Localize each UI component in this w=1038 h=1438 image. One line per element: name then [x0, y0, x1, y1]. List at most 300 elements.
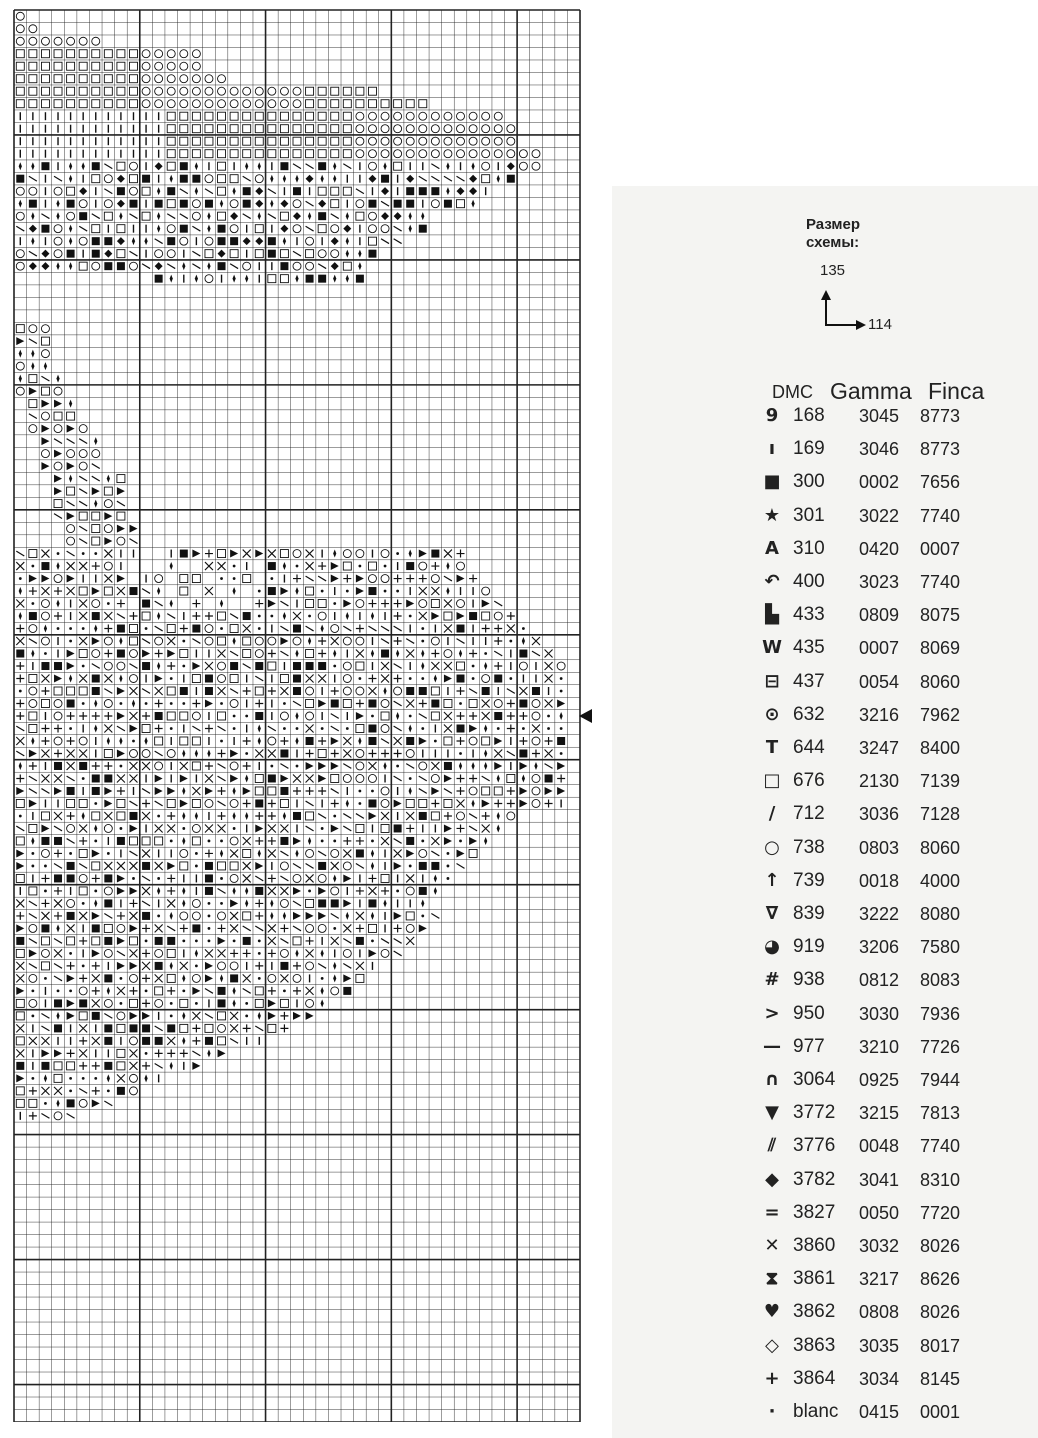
stitch-symbol	[268, 125, 276, 133]
stitch-symbol	[54, 439, 62, 444]
stitch-symbol	[31, 212, 34, 220]
stitch-symbol	[107, 987, 110, 995]
key-gamma: 0050	[859, 1202, 900, 1223]
stitch-symbol	[79, 489, 87, 494]
stitch-symbol	[41, 637, 49, 645]
stitch-symbol	[29, 749, 37, 757]
stitch-symbol	[280, 999, 288, 1007]
stitch-symbol	[534, 762, 537, 770]
key-gamma: 0812	[859, 970, 900, 991]
stitch-symbol	[31, 237, 34, 245]
stitch-symbol	[295, 175, 298, 183]
stitch-symbol	[192, 762, 200, 770]
stitch-symbol	[394, 112, 402, 120]
stitch-symbol	[104, 1037, 112, 1045]
stitch-symbol	[383, 687, 386, 695]
stitch-symbol	[79, 526, 87, 531]
key-symbol-icon: ⫽	[767, 1135, 777, 1157]
key-finca: 7944	[920, 1070, 961, 1090]
stitch-symbol	[218, 949, 226, 957]
stitch-symbol	[180, 712, 188, 720]
key-dmc: 301	[793, 504, 825, 526]
stitch-symbol	[494, 137, 502, 145]
stitch-symbol	[54, 939, 62, 944]
stitch-symbol	[167, 824, 175, 832]
key-dmc: 632	[793, 703, 825, 725]
stitch-symbol	[129, 539, 137, 544]
stitch-symbol	[41, 437, 49, 445]
stitch-symbol	[431, 787, 439, 795]
stitch-symbol	[41, 75, 49, 83]
stitch-symbol	[29, 87, 37, 95]
stitch-symbol	[16, 962, 24, 970]
stitch-symbol	[54, 949, 62, 957]
stitch-symbol	[406, 575, 414, 583]
stitch-symbol	[104, 550, 112, 558]
stitch-symbol	[243, 112, 251, 120]
stitch-symbol	[104, 712, 112, 720]
stitch-symbol	[16, 1049, 24, 1057]
stitch-symbol	[129, 1074, 137, 1082]
key-gamma: 0054	[859, 671, 900, 692]
stitch-symbol	[255, 225, 263, 233]
stitch-symbol	[195, 1002, 198, 1005]
stitch-symbol	[218, 75, 226, 83]
stitch-symbol	[356, 189, 364, 194]
stitch-symbol	[343, 100, 351, 108]
stitch-symbol	[409, 212, 412, 220]
stitch-symbol	[92, 974, 100, 982]
key-dmc: 676	[793, 770, 825, 792]
size-width-value: 114	[868, 316, 892, 333]
stitch-symbol	[356, 962, 364, 970]
stitch-symbol	[180, 737, 188, 745]
stitch-symbol	[419, 100, 427, 108]
stitch-symbol	[268, 837, 276, 845]
stitch-symbol	[19, 375, 22, 383]
stitch-symbol	[104, 1024, 112, 1032]
stitch-symbol	[104, 537, 112, 545]
stitch-symbol	[205, 724, 213, 732]
stitch-symbol	[293, 212, 301, 220]
stitch-symbol	[457, 824, 465, 832]
stitch-symbol	[230, 799, 238, 807]
stitch-symbol	[431, 575, 439, 583]
stitch-symbol	[431, 612, 439, 620]
stitch-symbol	[383, 162, 386, 170]
stitch-symbol	[293, 637, 301, 645]
stitch-symbol	[318, 125, 326, 133]
stitch-symbol	[44, 625, 47, 633]
stitch-symbol	[431, 187, 439, 195]
stitch-symbol	[255, 799, 263, 807]
stitch-symbol	[321, 999, 324, 1007]
stitch-symbol	[394, 701, 402, 706]
stitch-symbol	[306, 164, 314, 169]
stitch-symbol	[180, 162, 188, 170]
stitch-symbol	[293, 100, 301, 108]
stitch-symbol	[444, 150, 452, 158]
stitch-symbol	[230, 1012, 238, 1020]
stitch-symbol	[457, 774, 465, 782]
stitch-symbol	[419, 776, 427, 781]
stitch-symbol	[31, 865, 34, 868]
stitch-symbol	[469, 837, 477, 845]
stitch-symbol	[233, 587, 236, 595]
stitch-symbol	[44, 977, 47, 980]
stitch-symbol	[79, 1049, 87, 1057]
stitch-symbol	[205, 625, 213, 633]
stitch-symbol	[507, 751, 515, 756]
stitch-symbol	[92, 774, 100, 782]
stitch-symbol	[293, 687, 301, 695]
stitch-symbol	[79, 226, 87, 231]
stitch-symbol	[446, 587, 449, 595]
stitch-symbol	[92, 812, 100, 820]
stitch-symbol	[155, 974, 163, 982]
stitch-symbol	[356, 864, 364, 869]
stitch-symbol	[343, 964, 351, 969]
stitch-symbol	[117, 924, 125, 932]
stitch-symbol	[318, 87, 326, 95]
stitch-symbol	[54, 1087, 62, 1095]
stitch-symbol	[268, 600, 276, 608]
stitch-symbol	[67, 212, 75, 220]
stitch-symbol	[79, 539, 87, 544]
stitch-symbol	[129, 937, 137, 945]
stitch-symbol	[243, 650, 251, 658]
stitch-symbol	[192, 251, 200, 256]
key-finca: 7139	[920, 771, 961, 792]
stitch-symbol	[230, 949, 238, 957]
stitch-symbol	[306, 737, 314, 745]
stitch-symbol	[306, 787, 314, 795]
stitch-symbol	[557, 737, 565, 745]
stitch-symbol	[406, 112, 414, 120]
stitch-symbol	[94, 552, 97, 555]
stitch-symbol	[482, 587, 490, 595]
stitch-symbol	[67, 512, 75, 520]
key-gamma: 3023	[859, 572, 900, 592]
key-dmc: 168	[793, 405, 825, 426]
key-symbol-icon: ★	[763, 504, 781, 526]
stitch-symbol	[79, 200, 87, 208]
stitch-symbol	[293, 575, 301, 583]
stitch-symbol	[41, 837, 49, 845]
stitch-symbol	[16, 912, 24, 920]
stitch-symbol	[406, 912, 414, 920]
stitch-symbol	[230, 662, 238, 670]
stitch-symbol	[16, 25, 24, 33]
stitch-symbol	[129, 924, 137, 932]
stitch-symbol	[419, 762, 427, 770]
stitch-symbol	[406, 837, 414, 845]
stitch-symbol	[192, 662, 200, 670]
stitch-symbol	[368, 874, 376, 882]
stitch-symbol	[117, 262, 125, 270]
stitch-symbol	[145, 940, 148, 943]
stitch-symbol	[268, 812, 276, 820]
stitch-symbol	[129, 987, 137, 995]
stitch-symbol	[92, 225, 100, 233]
stitch-symbol	[446, 187, 449, 195]
key-row	[760, 734, 1000, 767]
stitch-symbol	[381, 575, 389, 583]
stitch-symbol	[54, 50, 62, 58]
stitch-symbol	[457, 787, 465, 795]
stitch-symbol	[167, 87, 175, 95]
stitch-symbol	[16, 787, 24, 795]
stitch-symbol	[129, 637, 137, 645]
stitch-symbol	[243, 612, 251, 620]
stitch-symbol	[356, 625, 364, 633]
stitch-symbol	[41, 462, 49, 470]
stitch-symbol	[155, 999, 163, 1007]
stitch-symbol	[218, 812, 226, 820]
stitch-symbol	[356, 712, 364, 720]
stitch-symbol	[306, 275, 314, 283]
stitch-symbol	[358, 802, 361, 805]
stitch-symbol	[92, 999, 100, 1007]
stitch-symbol	[16, 999, 24, 1007]
stitch-symbol	[218, 612, 226, 620]
stitch-symbol	[233, 812, 236, 820]
stitch-symbol	[92, 1012, 100, 1020]
stitch-symbol	[381, 187, 389, 195]
stitch-symbol	[220, 840, 223, 843]
stitch-symbol	[333, 840, 336, 843]
stitch-symbol	[457, 150, 465, 158]
stitch-symbol	[230, 837, 238, 845]
stitch-symbol	[447, 877, 450, 880]
stitch-symbol	[507, 612, 515, 620]
stitch-symbol	[31, 1077, 34, 1080]
stitch-symbol	[170, 1014, 173, 1017]
stitch-symbol	[306, 201, 314, 206]
stitch-symbol	[54, 587, 62, 595]
stitch-symbol	[343, 137, 351, 145]
stitch-symbol	[368, 250, 376, 258]
stitch-symbol	[331, 774, 339, 782]
stitch-symbol	[205, 1024, 213, 1032]
stitch-symbol	[255, 787, 263, 795]
stitch-symbol	[167, 237, 175, 245]
stitch-symbol	[92, 1037, 100, 1045]
key-symbol-icon: ◆	[765, 1168, 779, 1190]
stitch-symbol	[331, 987, 339, 995]
stitch-symbol	[368, 762, 376, 770]
stitch-symbol	[471, 200, 474, 208]
stitch-symbol	[92, 687, 100, 695]
stitch-symbol	[129, 774, 137, 782]
stitch-symbol	[457, 849, 465, 857]
stitch-symbol	[157, 915, 160, 918]
stitch-symbol	[92, 50, 100, 58]
stitch-symbol	[67, 551, 75, 556]
stitch-symbol	[167, 100, 175, 108]
stitch-symbol	[381, 650, 389, 658]
stitch-symbol	[94, 500, 97, 508]
stitch-symbol	[29, 901, 37, 906]
stitch-symbol	[67, 537, 75, 545]
stitch-symbol	[205, 774, 213, 782]
stitch-symbol	[157, 587, 160, 595]
stitch-symbol	[268, 1012, 276, 1020]
stitch-symbol	[41, 700, 49, 708]
stitch-symbol	[142, 212, 150, 220]
stitch-symbol	[394, 675, 402, 683]
stitch-symbol	[306, 1012, 314, 1020]
stitch-symbol	[306, 999, 314, 1007]
stitch-symbol	[457, 662, 465, 670]
stitch-symbol	[560, 677, 563, 680]
stitch-symbol	[507, 689, 515, 694]
stitch-symbol	[205, 237, 213, 245]
stitch-symbol	[306, 100, 314, 108]
stitch-symbol	[220, 974, 223, 982]
stitch-symbol	[255, 749, 263, 757]
stitch-symbol	[519, 762, 527, 770]
stitch-symbol	[220, 877, 223, 880]
stitch-symbol	[167, 749, 175, 757]
stitch-symbol	[41, 1087, 49, 1095]
stitch-symbol	[117, 687, 125, 695]
stitch-symbol	[117, 525, 125, 533]
stitch-symbol	[31, 837, 34, 845]
key-finca: 7936	[920, 1003, 961, 1024]
stitch-symbol	[409, 777, 412, 780]
stitch-symbol	[142, 924, 150, 932]
stitch-symbol	[243, 137, 251, 145]
stitch-symbol	[192, 924, 200, 932]
stitch-symbol	[180, 137, 188, 145]
stitch-symbol	[384, 565, 387, 568]
stitch-symbol	[394, 212, 402, 220]
stitch-symbol	[82, 552, 85, 555]
stitch-symbol	[92, 987, 100, 995]
stitch-symbol	[431, 650, 439, 658]
stitch-symbol	[356, 125, 364, 133]
stitch-symbol	[54, 387, 62, 395]
stitch-symbol	[92, 937, 100, 945]
key-finca: 0001	[920, 1402, 961, 1422]
stitch-symbol	[406, 799, 414, 807]
stitch-symbol	[92, 650, 100, 658]
stitch-symbol	[129, 1049, 137, 1057]
stitch-symbol	[195, 749, 198, 757]
stitch-symbol	[79, 762, 87, 770]
stitch-symbol	[31, 1014, 34, 1017]
stitch-symbol	[318, 862, 326, 870]
key-finca: 7962	[920, 704, 961, 725]
stitch-symbol	[230, 264, 238, 269]
stitch-symbol	[129, 664, 137, 669]
stitch-symbol	[155, 774, 163, 782]
key-row	[760, 568, 1000, 601]
stitch-symbol	[129, 650, 137, 658]
stitch-symbol	[82, 627, 85, 630]
stitch-symbol	[41, 62, 49, 70]
stitch-symbol	[230, 1038, 238, 1043]
stitch-symbol	[469, 575, 477, 583]
stitch-symbol	[346, 237, 349, 245]
stitch-symbol	[245, 162, 248, 170]
stitch-symbol	[394, 200, 402, 208]
stitch-symbol	[331, 799, 339, 807]
stitch-symbol	[180, 762, 188, 770]
stitch-symbol	[19, 612, 22, 620]
stitch-symbol	[82, 1077, 85, 1080]
stitch-symbol	[444, 812, 452, 820]
stitch-symbol	[41, 675, 49, 683]
stitch-symbol	[29, 776, 37, 781]
stitch-symbol	[104, 250, 112, 258]
stitch-symbol	[457, 812, 465, 820]
stitch-symbol	[129, 87, 137, 95]
stitch-symbol	[67, 899, 75, 907]
stitch-symbol	[104, 899, 112, 907]
stitch-symbol	[218, 749, 226, 757]
stitch-symbol	[230, 849, 238, 857]
stitch-symbol	[117, 625, 125, 633]
stitch-symbol	[19, 200, 22, 208]
stitch-symbol	[129, 812, 137, 820]
stitch-symbol	[296, 765, 299, 768]
stitch-symbol	[318, 762, 326, 770]
stitch-symbol	[444, 625, 452, 633]
stitch-symbol	[218, 87, 226, 95]
stitch-symbol	[205, 125, 213, 133]
stitch-symbol	[67, 687, 75, 695]
size-height-value: 135	[820, 262, 846, 279]
stitch-symbol	[79, 1099, 87, 1107]
stitch-symbol	[409, 724, 412, 732]
stitch-symbol	[331, 700, 339, 708]
stitch-symbol	[331, 849, 339, 857]
stitch-symbol	[306, 662, 314, 670]
key-gamma: 3036	[859, 804, 900, 825]
stitch-symbol	[94, 899, 97, 907]
key-finca: 8626	[920, 1269, 961, 1290]
stitch-symbol	[104, 87, 112, 95]
stitch-symbol	[41, 737, 49, 745]
stitch-symbol	[381, 712, 389, 720]
stitch-symbol	[419, 887, 427, 895]
stitch-symbol	[180, 75, 188, 83]
stitch-symbol	[104, 914, 112, 919]
stitch-symbol	[268, 849, 276, 857]
stitch-symbol	[218, 987, 226, 995]
stitch-symbol	[421, 627, 424, 630]
stitch-symbol	[192, 200, 200, 208]
stitch-symbol	[92, 562, 100, 570]
key-symbol-icon: □	[763, 770, 781, 792]
stitch-symbol	[218, 262, 226, 270]
stitch-symbol	[419, 137, 427, 145]
stitch-symbol	[182, 940, 185, 943]
stitch-symbol	[104, 625, 112, 633]
stitch-symbol	[368, 87, 376, 95]
key-gamma: 3215	[859, 1103, 900, 1124]
stitch-symbol	[67, 737, 75, 745]
stitch-symbol	[293, 787, 301, 795]
key-symbol-icon: ⊟	[764, 670, 780, 692]
key-gamma: 3217	[859, 1269, 900, 1290]
stitch-symbol	[343, 550, 351, 558]
stitch-symbol	[331, 150, 339, 158]
stitch-symbol	[119, 212, 122, 220]
stitch-symbol	[167, 162, 175, 170]
